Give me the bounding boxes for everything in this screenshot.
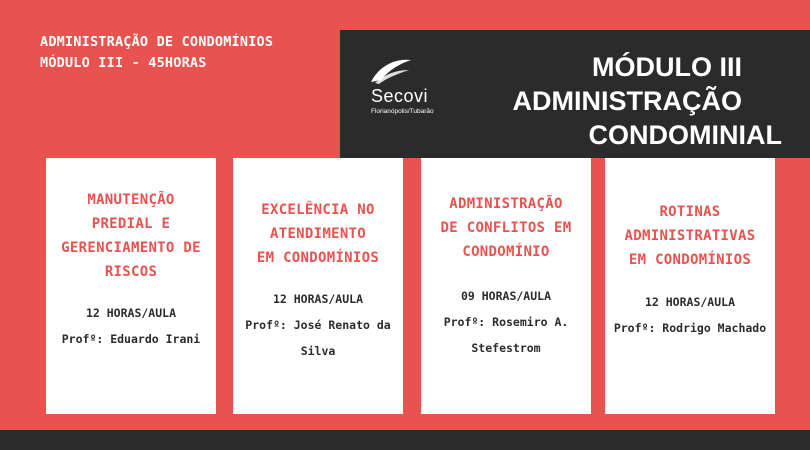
course-card-conflitos: [421, 158, 591, 414]
card-title: [421, 192, 591, 264]
card-title-line: EM CONDOMÍNIOS: [256, 250, 380, 266]
module-title-line2: ADMINISTRAÇÃO: [512, 86, 742, 116]
card-title-line: RISCOS: [104, 264, 158, 280]
title-panel: [340, 30, 810, 158]
module-title-line1: MÓDULO III: [592, 52, 742, 82]
card-professor: Profº: Eduardo Irani: [61, 332, 201, 346]
feather-icon: [369, 56, 413, 86]
card-info: [605, 289, 775, 341]
logo-wordmark: Secovi: [371, 86, 429, 106]
card-title-line: ADMINISTRATIVAS: [624, 228, 756, 244]
card-title-line: EXCELÊNCIA NO: [261, 202, 375, 218]
card-hours: 12 HORAS/AULA: [85, 306, 176, 320]
card-title-line: GERENCIAMENTO DE: [61, 240, 201, 256]
card-title-line: ATENDIMENTO: [269, 226, 367, 242]
card-title-line: CONDOMÍNIO: [462, 244, 550, 260]
course-card-atendimento: [233, 158, 403, 414]
card-info: [233, 286, 403, 364]
card-professor: Silva: [300, 344, 336, 358]
course-module-hours: MÓDULO III - 45HORAS: [40, 55, 207, 71]
card-hours: 12 HORAS/AULA: [644, 295, 735, 309]
card-title-line: DE CONFLITOS EM: [440, 220, 572, 236]
card-professor: Stefestrom: [471, 341, 541, 355]
course-header: [40, 32, 273, 74]
card-info: [421, 283, 591, 361]
course-name: ADMINISTRAÇÃO DE CONDOMÍNIOS: [40, 34, 274, 50]
card-title-line: ADMINISTRAÇÃO: [449, 196, 563, 212]
card-professor: Profº: Rosemiro A.: [443, 315, 569, 329]
logo-subtitle: Florianópolis/Tubarão: [371, 108, 434, 115]
card-title: [233, 198, 403, 270]
card-title: [605, 200, 775, 272]
card-title-line: EM CONDOMÍNIOS: [628, 252, 752, 268]
course-card-manutencao: [46, 158, 216, 414]
card-title-line: ROTINAS: [659, 204, 721, 220]
module-title-line3: CONDOMINIAL: [588, 120, 782, 150]
module-title: [422, 50, 782, 152]
bottom-bar: [0, 430, 810, 450]
card-title-line: MANUTENÇÃO: [87, 192, 175, 208]
course-card-rotinas: [605, 158, 775, 414]
card-hours: 09 HORAS/AULA: [460, 289, 551, 303]
card-title-line: PREDIAL E: [91, 216, 171, 232]
card-info: [46, 300, 216, 352]
card-hours: 12 HORAS/AULA: [272, 292, 363, 306]
card-professor: Profº: Rodrigo Machado: [613, 321, 767, 335]
card-title: [46, 188, 216, 284]
card-professor: Profº: José Renato da: [245, 318, 391, 332]
